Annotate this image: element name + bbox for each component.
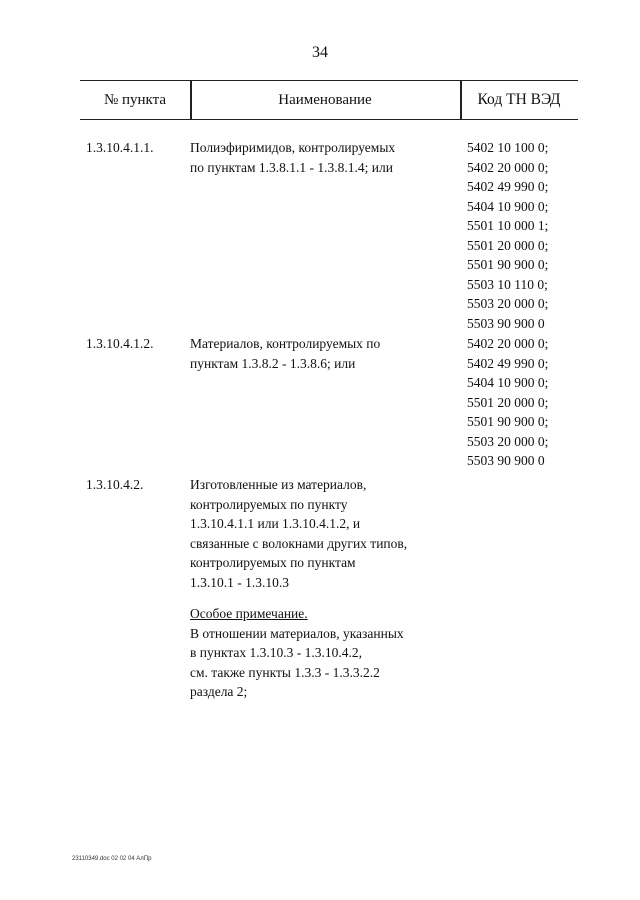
special-note — [190, 604, 460, 702]
item-name-line: Полиэфиримидов, контролируемых — [190, 140, 396, 155]
item-name-line: контролируемых по пункту — [190, 496, 348, 512]
code-line: 5501 20 000 0; — [467, 237, 549, 253]
code-line: 5501 20 000 0; — [467, 394, 549, 410]
code-line: 5501 90 900 0; — [467, 414, 549, 429]
code-line: 5503 20 000 0; — [467, 296, 549, 311]
document-footer: 23110349.doc 02 02 04 АлПр — [72, 856, 152, 862]
code-line: 5503 20 000 0; — [467, 433, 549, 449]
code-line: 5503 90 900 0 — [467, 315, 545, 331]
item-name-line: Изготовленные из материалов, — [190, 477, 367, 492]
item-name-line: 1.3.10.1 - 1.3.10.3 — [190, 574, 289, 590]
code-line: 5402 49 990 0; — [467, 355, 549, 371]
item-name-line: по пунктам 1.3.8.1.1 - 1.3.8.1.4; или — [190, 159, 393, 175]
code-line: 5404 10 900 0; — [467, 375, 549, 390]
code-line: 5402 20 000 0; — [467, 336, 549, 351]
code-line: 5402 10 100 0; — [467, 140, 549, 155]
special-note-line: см. также пункты 1.3.3 - 1.3.3.2.2 — [190, 664, 380, 680]
item-name — [190, 138, 460, 177]
page-number: 34 — [312, 44, 328, 61]
code-line: 5501 90 900 0; — [467, 257, 549, 272]
item-number: 1.3.10.4.2. — [86, 477, 144, 492]
header-number: № пункта — [103, 92, 167, 108]
code-line: 5404 10 900 0; — [467, 198, 549, 214]
item-name-line: связанные с волокнами других типов, — [190, 535, 408, 551]
code-line: 5501 10 000 1; — [467, 218, 549, 233]
header-code: Код ТН ВЭД — [477, 91, 561, 108]
item-name — [190, 475, 460, 702]
code-line: 5402 49 990 0; — [467, 179, 549, 194]
special-note-line: В отношении материалов, указанных — [190, 625, 404, 641]
item-name-line: Материалов, контролируемых по — [190, 336, 381, 351]
item-name — [190, 334, 460, 373]
item-codes — [467, 138, 597, 333]
item-name-line: контролируемых по пунктам — [190, 555, 356, 570]
item-number: 1.3.10.4.1.1. — [86, 140, 154, 155]
item-name-line: 1.3.10.4.1.1 или 1.3.10.4.1.2, и — [190, 516, 361, 531]
item-number: 1.3.10.4.1.2. — [86, 336, 154, 351]
special-note-line: в пунктах 1.3.10.3 - 1.3.10.4.2, — [190, 645, 363, 660]
table-header — [80, 80, 578, 120]
code-line: 5503 10 110 0; — [467, 276, 548, 292]
code-line: 5402 20 000 0; — [467, 159, 549, 175]
header-name: Наименование — [278, 92, 372, 108]
item-name-line: пунктам 1.3.8.2 - 1.3.8.6; или — [190, 355, 356, 371]
item-codes — [467, 334, 597, 471]
special-note-title: Особое примечание. — [190, 606, 308, 621]
code-line: 5503 90 900 0 — [467, 453, 545, 468]
special-note-line: раздела 2; — [190, 684, 248, 699]
